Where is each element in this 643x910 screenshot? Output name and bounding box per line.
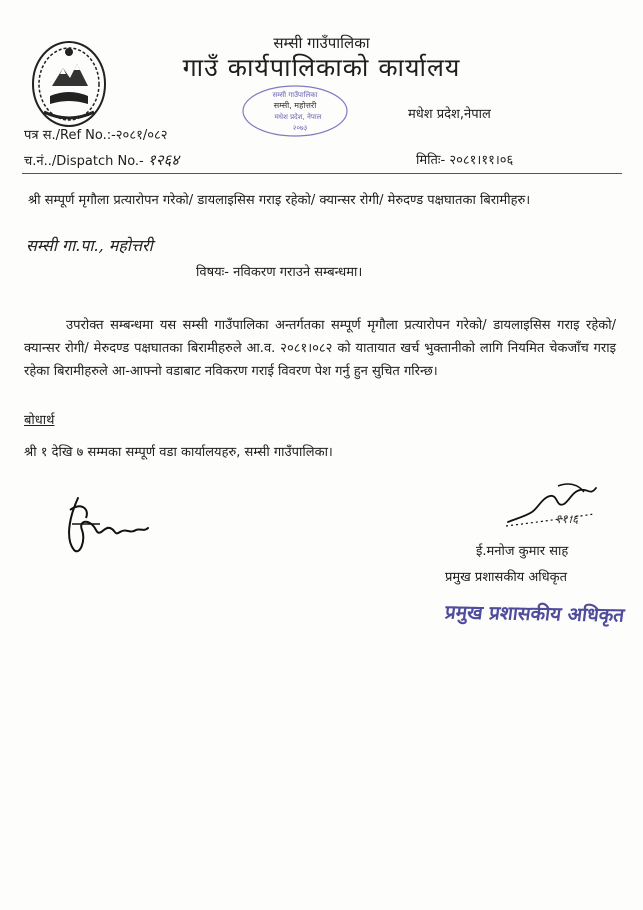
cc-recipients: श्री १ देखि ७ सम्मका सम्पूर्ण वडा कार्यालयहरु, सम्सी गाउँपालिका। xyxy=(24,445,333,460)
initial-signature xyxy=(60,490,160,560)
handwritten-address: सम्सी गा.पा., महोत्तरी xyxy=(26,236,153,255)
officer-signature xyxy=(498,478,608,538)
subject-line: विषयः- नविकरण गराउने सम्बन्धमा। xyxy=(196,265,363,280)
dispatch-label: च.नं../Dispatch No.- xyxy=(24,154,148,169)
signatory-title: प्रमुख प्रशासकीय अधिकृत xyxy=(445,570,568,585)
organization-name: सम्सी गाउँपालिका xyxy=(273,34,370,52)
seal-line-2: सम्सी, महोत्तरी xyxy=(273,101,317,110)
signature-date: ११।६ xyxy=(555,512,579,526)
reference-number: पत्र स./Ref No.:-२०८१/०८२ xyxy=(24,128,168,143)
letter-body-text: उपरोक्त सम्बन्धमा यस सम्सी गाउँपालिका अन्तर्गतका सम्पूर्ण मृगौला प्रत्यारोपन गरेको/ डायलाइसिस गराइ रहेको/ क्यान्सर रोगी/ मेरुदण्ड पक्षघातका बिरामीहरुले आ.व. २०८१।०८२ को यातायात खर्च भुक्तानीको लागि नियमित चेकजाँच गराइ रहेका बिरामीहरुले आ-आफ्नो वडाबाट नविकरण गराई विवरण पेश गर्नु हुन सुचित गरिन्छ। xyxy=(24,318,616,379)
header-divider xyxy=(22,173,622,174)
letter-date: मितिः- २०८१।११।०६ xyxy=(416,153,514,168)
letter-body xyxy=(24,314,616,383)
designation-stamp: प्रमुख प्रशासकीय अधिकृत xyxy=(443,601,626,627)
dispatch-value: १२६४ xyxy=(147,151,180,169)
office-seal-stamp xyxy=(240,84,350,138)
province-label: मधेश प्रदेश,नेपाल xyxy=(408,107,491,122)
seal-line-3: मधेश प्रदेश, नेपाल xyxy=(274,113,322,121)
bodhartha-heading: बोधार्थ xyxy=(24,413,55,428)
seal-line-4: २०७३ xyxy=(292,124,308,132)
dispatch-number xyxy=(24,150,179,170)
addressee: श्री सम्पूर्ण मृगौला प्रत्यारोपन गरेको/ डायलाइसिस गराइ रहेको/ क्यान्सर रोगी/ मेरुदण्ड पक्षघातका बिरामीहरु। xyxy=(28,193,531,208)
seal-line-1: सम्सी गाउँपालिका xyxy=(272,91,318,99)
office-name: गाउँ कार्यपालिकाको कार्यालय xyxy=(182,53,461,82)
signatory-name: ई.मनोज कुमार साह xyxy=(476,544,569,559)
